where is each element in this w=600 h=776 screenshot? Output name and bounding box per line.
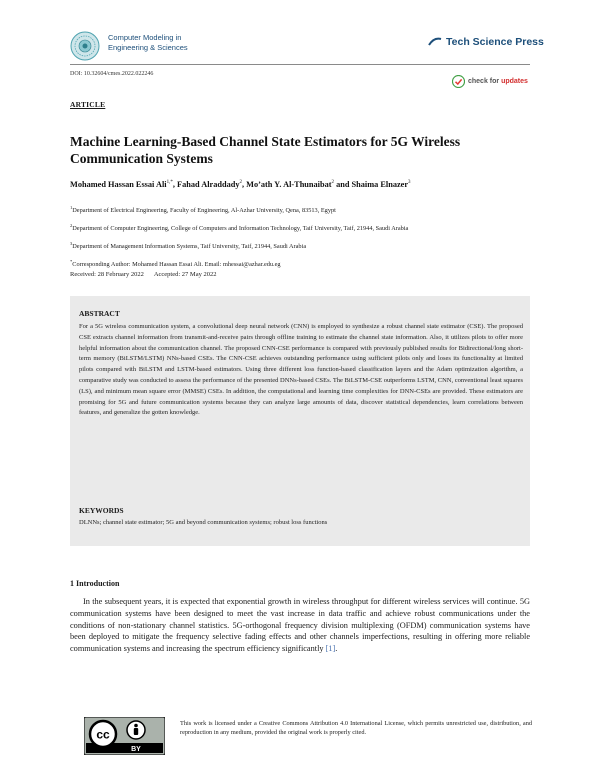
check-updates-icon (452, 75, 465, 88)
swoosh-icon (428, 37, 442, 47)
author-name: Shaima Elnazer (351, 180, 409, 189)
affiliation-mark: 2 (70, 223, 73, 229)
accepted-date: Accepted: 27 May 2022 (153, 271, 217, 278)
affiliation (70, 203, 530, 215)
keywords-heading: KEYWORDS (79, 506, 124, 515)
author-name: Mo’ath Y. Al-Thunaibat (246, 180, 332, 189)
author-name: Fahad Alraddady (177, 180, 240, 189)
received-date: Received: 28 February 2022 (70, 271, 144, 278)
cc-icon (90, 721, 116, 747)
author-separator: , (172, 180, 177, 189)
section-heading: 1 Introduction (70, 579, 120, 588)
author-affiliation-mark: 1,* (166, 180, 173, 186)
author-separator: and (334, 180, 352, 189)
publisher-name: Tech Science Press (446, 36, 544, 48)
keywords-text: DLNNs; channel state estimator; 5G and beyond communication systems; robust loss functions (79, 519, 328, 526)
introduction-paragraph (70, 596, 530, 655)
journal-name (108, 33, 228, 53)
article-type: ARTICLE (70, 100, 106, 109)
attribution-person-icon (127, 721, 145, 739)
affiliation-text: Department of Electrical Engineering, Faculty of Engineering, Al-Azhar University, Qena, 83513, Egypt (72, 207, 336, 215)
corresponding-author (70, 257, 530, 269)
svg-text:cc: cc (96, 727, 110, 742)
journal-name-line1: Computer Modeling in (108, 33, 182, 42)
journal-seal-icon (70, 31, 100, 61)
affiliation-mark: * (70, 259, 73, 265)
abstract-heading: ABSTRACT (79, 309, 120, 318)
sentence-end: . (335, 644, 338, 654)
page-title: Machine Learning-Based Channel State Estimators for 5G Wireless Communication Systems (70, 134, 461, 166)
license-text: This work is licensed under a Creative Commons Attribution 4.0 International License, which permits unrestricted use, distribution, and reproduction in any medium, provided the original work is properly cited. (180, 720, 532, 736)
affiliation (70, 221, 530, 233)
cc-by-label: BY (131, 746, 141, 753)
author-separator: , (241, 180, 247, 189)
publisher-logo (428, 36, 544, 48)
journal-name-line2: Engineering & Sciences (108, 43, 188, 52)
corresponding-author-text: Corresponding Author: Mohamed Hassan Essai Ali. Email: mhessai@azhar.edu.eg (72, 261, 281, 269)
affiliation-mark: 1 (70, 205, 73, 210)
doi: DOI: 10.32604/cmes.2022.022246 (70, 71, 154, 77)
citation-link[interactable]: [1] (325, 644, 336, 654)
affiliation (70, 239, 530, 251)
abstract-text: For a 5G wireless communication system, a convolutional deep neural network (CNN) is employed to synthesize a robust channel state estimator (CSE). The proposed CSE extracts channel information from transmit-and-receive pairs through offline training to estimate the channel state information. Also, it utilizes pilots to offer more helpful information about the communication channel. The proposed CNN-CSE performance is compared with previously published results for Bidirectional/long short-term memory (BiLSTM/LSTM) NNs-based CSEs. The CNN-CSE achieves outstanding performance using sufficient pilots only and loses its functionality at limited pilots compared with BiLSTM and LSTM-based estimators. Using three different loss function-based classification layers and the Adam optimization algorithm, a comparative study was conducted to assess the performance of the presented DNNs-based CSEs. The BiLSTM-CSE outperforms LSTM, CNN, conventional least squares (LS), and minimum mean square error (MMSE) CSEs. In addition, the computational and learning time complexities for DNN-CSEs are provided. These estimators are promising for 5G and future communication systems because they can analyze large amounts of data, discover statistical dependencies, learn correlations between features, and generalize the gotten knowledge. (79, 323, 523, 417)
check-updates-prefix: check for (468, 78, 500, 85)
dates (70, 271, 216, 278)
header-divider (70, 64, 530, 65)
author-affiliation-mark: 3 (408, 180, 411, 186)
introduction-text: In the subsequent years, it is expected that exponential growth in wireless throughput for different wireless services will continue. 5G communication systems have been designed to meet the vast increase in data traffic and achieve robust communications under the conditions of non-stationary channel statistics. 5G-orthogonal frequency division multiplexing (OFDM) communication systems have been deployed to mitigate the frequency selective fading effects and other channels imperfections, resulting in offering more reliable communication systems and increasing the spectrum efficiency significantly (70, 597, 530, 654)
author-name: Mohamed Hassan Essai Ali (70, 180, 167, 189)
author-affiliation-mark: 2 (331, 180, 335, 186)
check-updates-accent: updates (501, 78, 528, 85)
affiliations (70, 203, 530, 275)
affiliation-text: Department of Management Information Systems, Taif University, Taif, 21944, Saudi Arabia (72, 243, 307, 251)
check-for-updates[interactable] (452, 75, 528, 88)
affiliation-text: Department of Computer Engineering, College of Computers and Information Technology, Taif University, Taif, 21944, Saudi Arabia (72, 225, 409, 233)
author-list (70, 180, 540, 189)
author-affiliation-mark: 2 (239, 180, 242, 186)
affiliation-mark: 3 (70, 241, 73, 247)
cc-by-badge[interactable] (84, 717, 165, 755)
